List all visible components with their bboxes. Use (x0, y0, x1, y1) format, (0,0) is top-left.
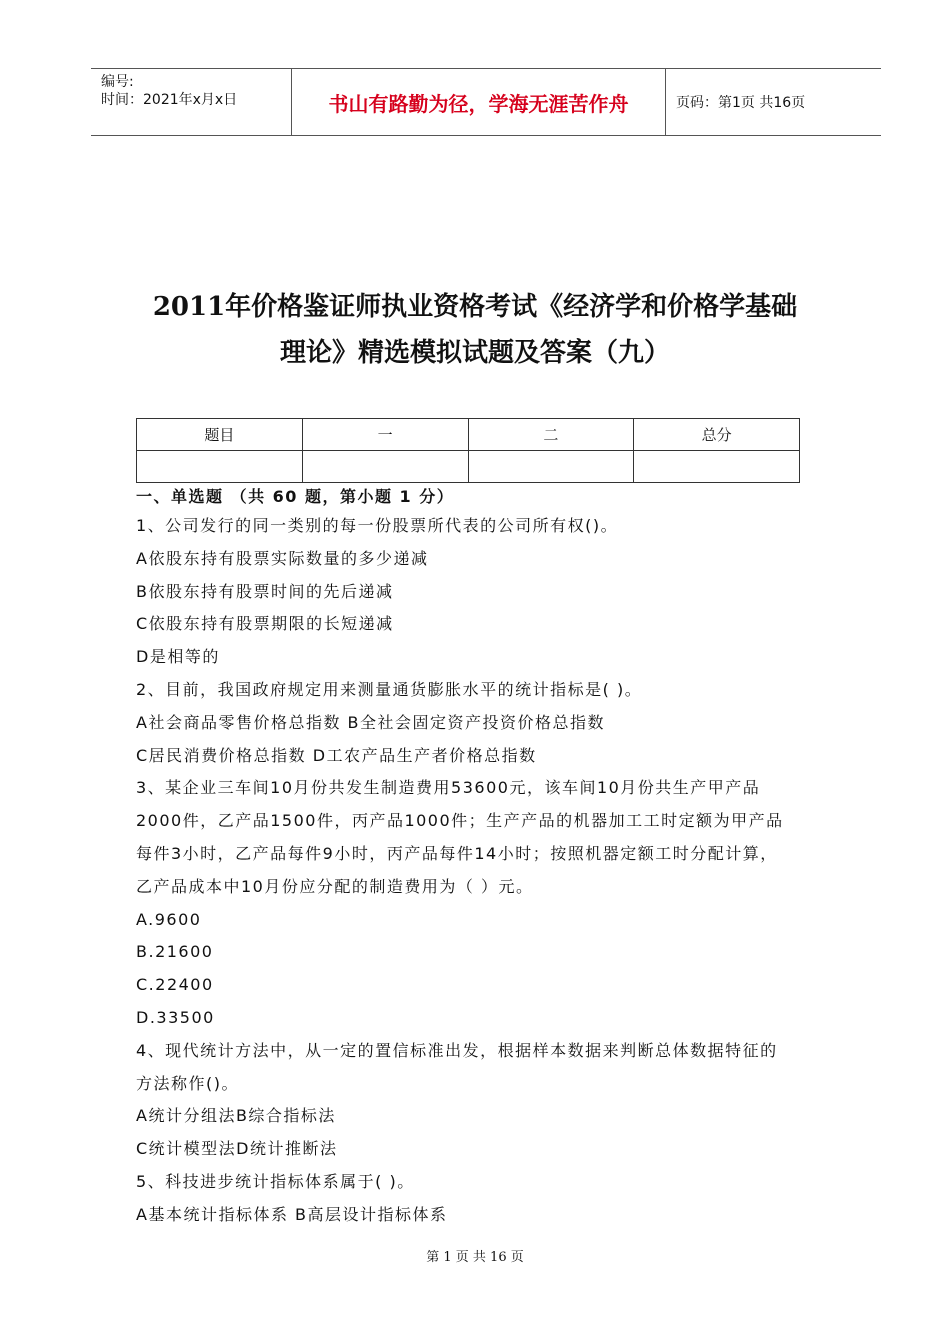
score-table-header-row (137, 419, 800, 451)
text-line: 每件3小时，乙产品每件9小时，丙产品每件14小时；按照机器定额工时分配计算， (136, 843, 778, 863)
header-meta (91, 69, 292, 135)
text-line: C统计模型法D统计推断法 (136, 1139, 338, 1159)
text-line: D.33500 (136, 1007, 215, 1027)
score-table-value-row (137, 451, 800, 483)
number-label: 编号: (101, 74, 134, 90)
score-header-cell: 一 (302, 419, 468, 451)
text-line: B依股东持有股票时间的先后递减 (136, 581, 394, 601)
score-value-cell (137, 451, 303, 483)
score-value-cell (634, 451, 800, 483)
score-header-cell: 总分 (634, 419, 800, 451)
text-line: A依股东持有股票实际数量的多少递减 (136, 548, 429, 568)
text-line: A统计分组法B综合指标法 (136, 1106, 336, 1126)
score-header-cell: 题目 (137, 419, 303, 451)
text-line: C依股东持有股票期限的长短递减 (136, 614, 394, 634)
text-line: 2000件，乙产品1500件，丙产品1000件；生产产品的机器加工工时定额为甲产品 (136, 811, 784, 831)
text-line: C.22400 (136, 975, 214, 995)
page-footer: 第 1 页 共 16 页 (426, 1250, 524, 1265)
document-title (0, 284, 950, 376)
text-line: A基本统计指标体系 B高层设计指标体系 (136, 1204, 448, 1224)
score-table (136, 418, 800, 483)
score-value-cell (302, 451, 468, 483)
text-line: C居民消费价格总指数 D工农产品生产者价格总指数 (136, 745, 537, 765)
text-line: 2、目前，我国政府规定用来测量通货膨胀水平的统计指标是( )。 (136, 679, 643, 699)
text-line: B.21600 (136, 942, 214, 962)
section-title: 一、单选题 （共 60 题，第小题 1 分） (136, 487, 455, 506)
score-header-cell: 二 (468, 419, 634, 451)
header-page-info: 页码：第1页 共16页 (676, 95, 806, 111)
title-line-2: 理论》精选模拟试题及答案（九） (279, 338, 670, 368)
text-line: 3、某企业三车间10月份共发生制造费用53600元，该车间10月份共生产甲产品 (136, 778, 761, 798)
header-motto: 书山有路勤为径，学海无涯苦作舟 (292, 69, 666, 135)
text-line: 方法称作()。 (136, 1073, 239, 1093)
text-line: 乙产品成本中10月份应分配的制造费用为（ ）元。 (136, 876, 534, 896)
question-content (136, 484, 836, 1232)
text-line: A社会商品零售价格总指数 B全社会固定资产投资价格总指数 (136, 712, 606, 732)
text-line: 5、科技进步统计指标体系属于( )。 (136, 1171, 415, 1191)
time-label: 时间：2021年x月x日 (101, 92, 238, 108)
text-line: A.9600 (136, 909, 202, 929)
text-line: D是相等的 (136, 647, 220, 667)
text-line: 1、公司发行的同一类别的每一份股票所代表的公司所有权()。 (136, 516, 619, 535)
page-header (91, 68, 881, 136)
score-value-cell (468, 451, 634, 483)
title-line-1: 2011年价格鉴证师执业资格考试《经济学和价格学基础 (152, 292, 798, 322)
text-line: 4、现代统计方法中，从一定的置信标准出发，根据样本数据来判断总体数据特征的 (136, 1040, 778, 1060)
